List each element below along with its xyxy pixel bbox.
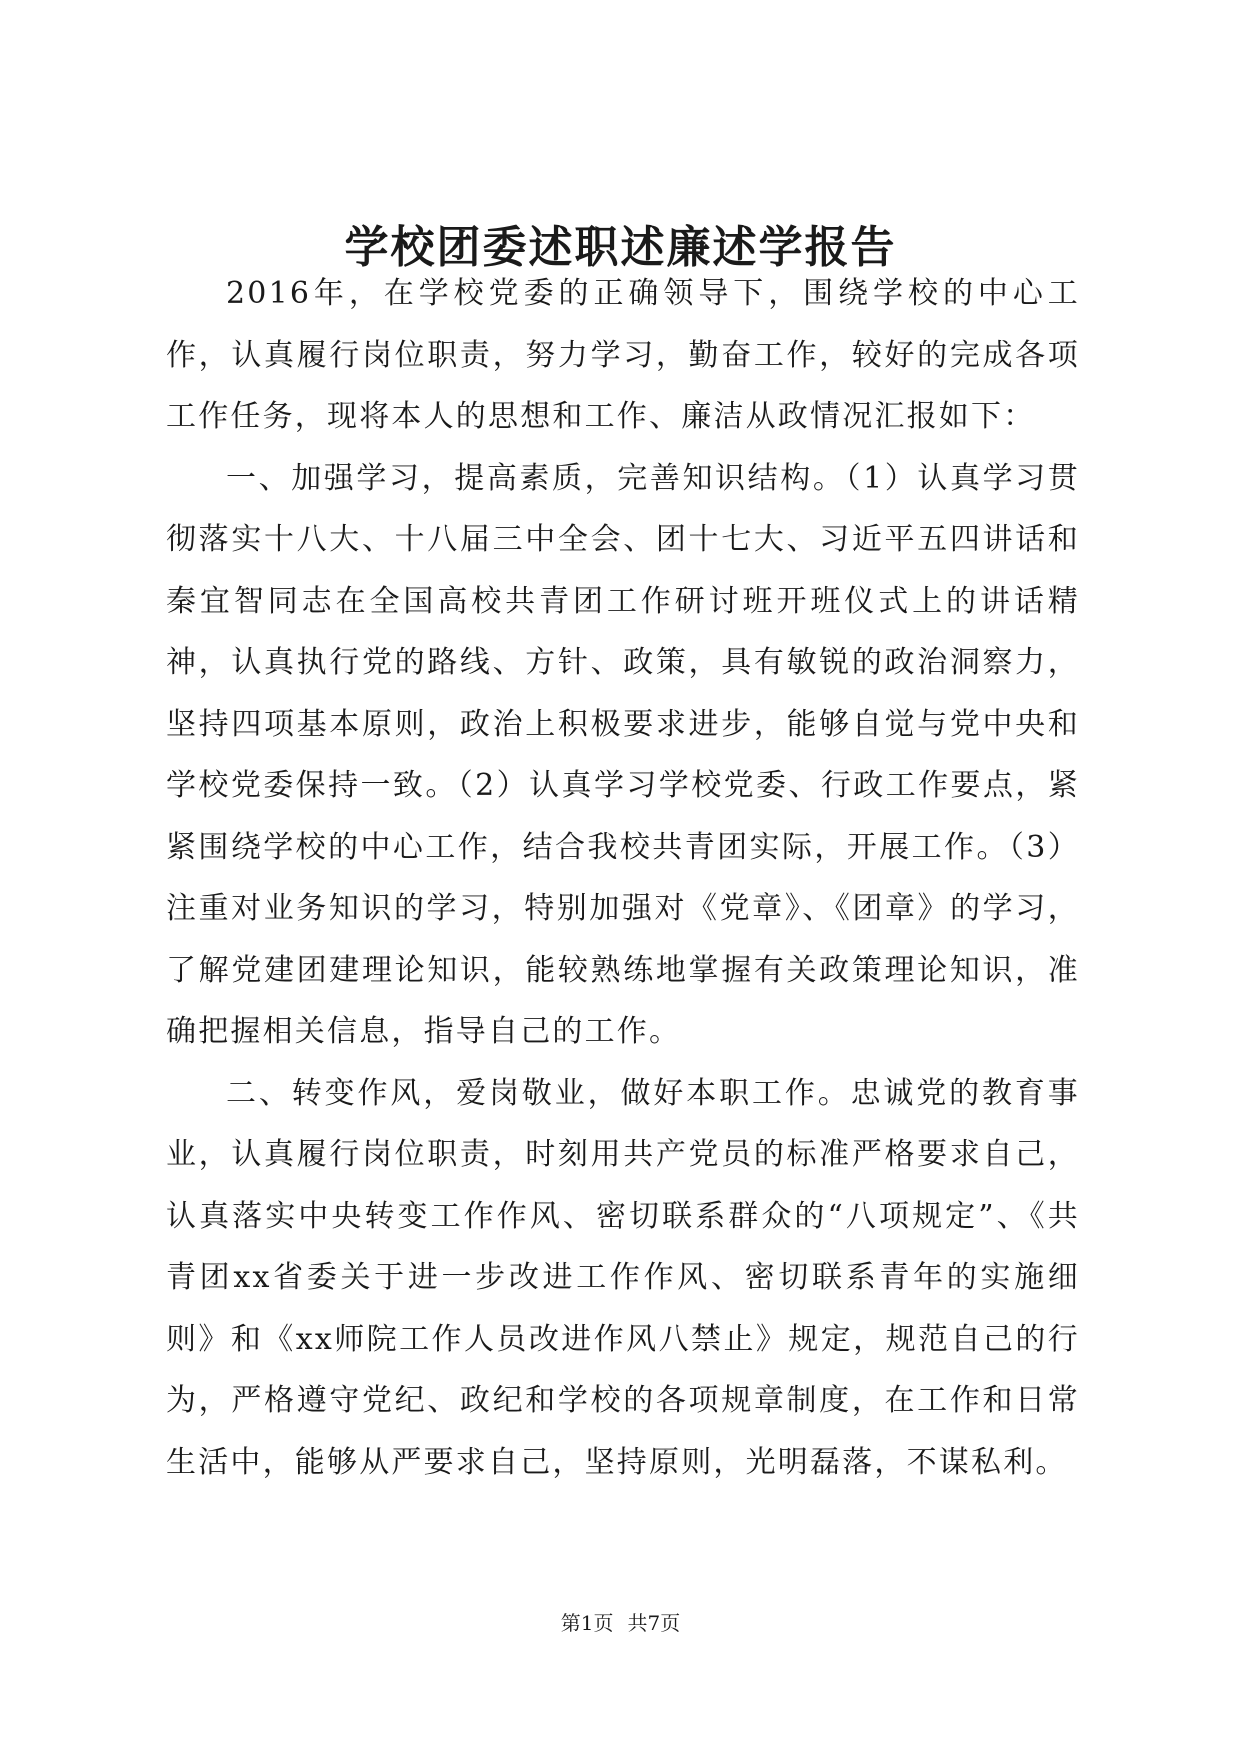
paragraph-intro: 2016年，在学校党委的正确领导下，围绕学校的中心工作，认真履行岗位职责，努力学习，勤奋工作，较好的完成各项工作任务，现将本人的思想和工作、廉洁从政情况汇报如下：	[166, 276, 1080, 434]
paragraph-section-one: 一、加强学习，提高素质，完善知识结构。（1）认真学习贯彻落实十八大、十八届三中全会、团十七大、习近平五四讲话和秦宜智同志在全国高校共青团工作研讨班开班仪式上的讲话精神，认真执行党的路线、方针、政策，具有敏锐的政治洞察力，坚持四项基本原则，政治上积极要求进步，能够自觉与党中央和学校党委保持一致。（2）认真学习学校党委、行政工作要点，紧紧围绕学校的中心工作，结合我校共青团实际，开展工作。（3）注重对业务知识的学习，特别加强对《党章》、《团章》的学习，了解党建团建理论知识，能较熟练地掌握有关政策理论知识，准确把握相关信息，指导自己的工作。	[166, 460, 1080, 1049]
page-number: 第1页	[560, 1611, 614, 1635]
page-footer	[0, 1608, 1241, 1638]
paragraph-section-two: 二、转变作风，爱岗敬业，做好本职工作。忠诚党的教育事业，认真履行岗位职责，时刻用共产党员的标准严格要求自己，认真落实中央转变工作作风、密切联系群众的“八项规定”、《共青团xx省委关于进一步改进工作作风、密切联系青年的实施细则》和《xx师院工作人员改进作风八禁止》规定，规范自己的行为，严格遵守党纪、政纪和学校的各项规章制度，在工作和日常生活中，能够从严要求自己，坚持原则，光明磊落，不谋私利。	[166, 1075, 1080, 1480]
document-body	[166, 263, 1080, 1493]
document-title: 学校团委述职述廉述学报告	[344, 222, 897, 273]
page-total: 共7页	[627, 1611, 681, 1635]
